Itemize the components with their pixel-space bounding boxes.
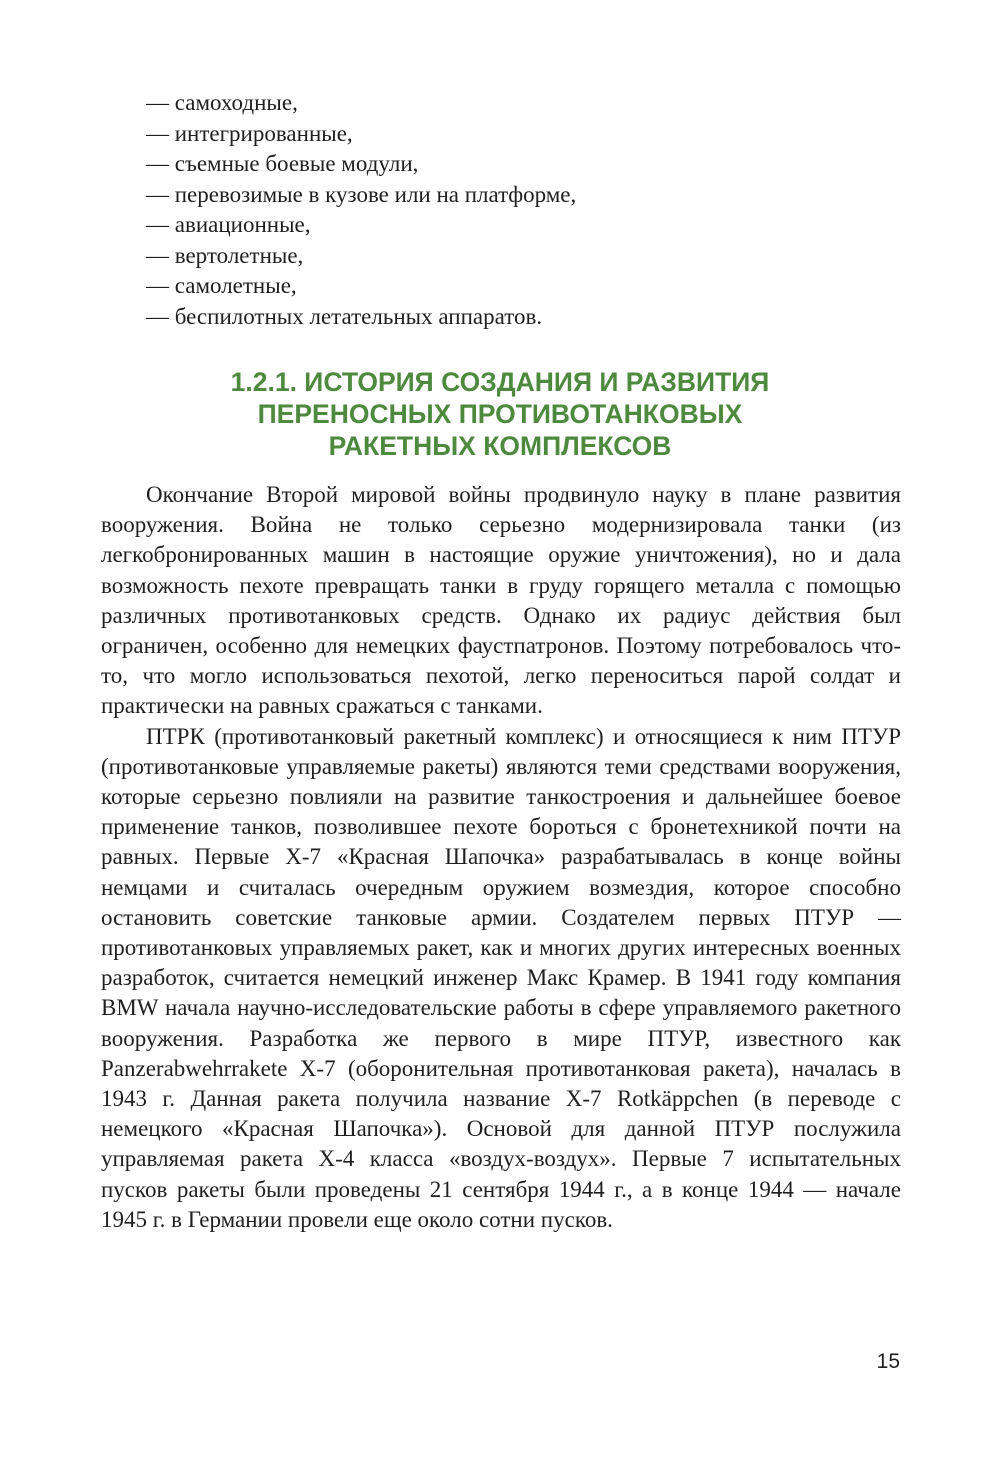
list-item: — самоходные, [146, 90, 298, 115]
platform-list [146, 88, 906, 332]
section-heading-line: ПЕРЕНОСНЫХ ПРОТИВОТАНКОВЫХ [257, 399, 743, 429]
section-heading-line: 1.2.1. ИСТОРИЯ СОЗДАНИЯ И РАЗВИТИЯ [230, 367, 770, 397]
section-body [101, 480, 901, 1235]
paragraph: Окончание Второй мировой войны продвинуло науку в плане развития вооружения. Война не только серьезно модернизировала танки (из легкобронированных машин в настоящие оружие уничтожения), но и дала возможность пехоте превращать танки в груду горящего металла с помощью различных противотанковых средств. Однако их радиус действия был ограничен, особенно для немецких фаустпатронов. Поэтому потребовалось что-то, что могло использоваться пехотой, легко переноситься парой солдат и практически на равных сражаться с танками. [101, 482, 901, 719]
list-item: — авиационные, [146, 212, 311, 237]
section-heading-line: РАКЕТНЫХ КОМПЛЕКСОВ [328, 431, 672, 461]
list-item: — съемные боевые модули, [146, 151, 419, 176]
list-item: — перевозимые в кузове или на платформе, [146, 181, 577, 207]
list-item: — самолетные, [146, 273, 297, 298]
list-item: — интегрированные, [146, 120, 353, 146]
list-item: — вертолетные, [146, 242, 304, 268]
paragraph: ПТРК (противотанковый ракетный комплекс) и относящиеся к ним ПТУР (противотанковые управляемые ракеты) являются теми средствами вооружения, которые серьезно повлияли на развитие танкостроения и дальнейшее боевое применение танков, позволившее пехоте бороться с бронетехникой почти на равных. Первые Х-7 «Красная Шапочка» разрабатывалась в конце войны немцами и считалась очередным оружием возмездия, которое способно остановить советские танковые армии. Создателем первых ПТУР — противотанковых управляемых ракет, как и многих других интересных военных разработок, считается немецкий инженер Макс Крамер. В 1941 году компания BMW начала научно-исследовательские работы в сфере управляемого ракетного вооружения. Разработка же первого в мире ПТУР, известного как Panzerabwehrrakete X-7 (оборонительная противотанковая ракета), началась в 1943 г. Данная ракета получила название Х-7 Rotkäppchen (в переводе с немецкого «Красная Шапочка»). Основой для данной ПТУР послужила управляемая ракета Х-4 класса «воздух-воздух». Первые 7 испытательных пусков ракеты были проведены 21 сентября 1944 г., а в конце 1944 — начале 1945 г. в Германии провели еще около сотни пусков. [101, 723, 901, 1232]
list-item: — беспилотных летательных аппаратов. [146, 303, 543, 329]
section-heading [100, 366, 900, 462]
page-number: 15 [876, 1350, 900, 1373]
